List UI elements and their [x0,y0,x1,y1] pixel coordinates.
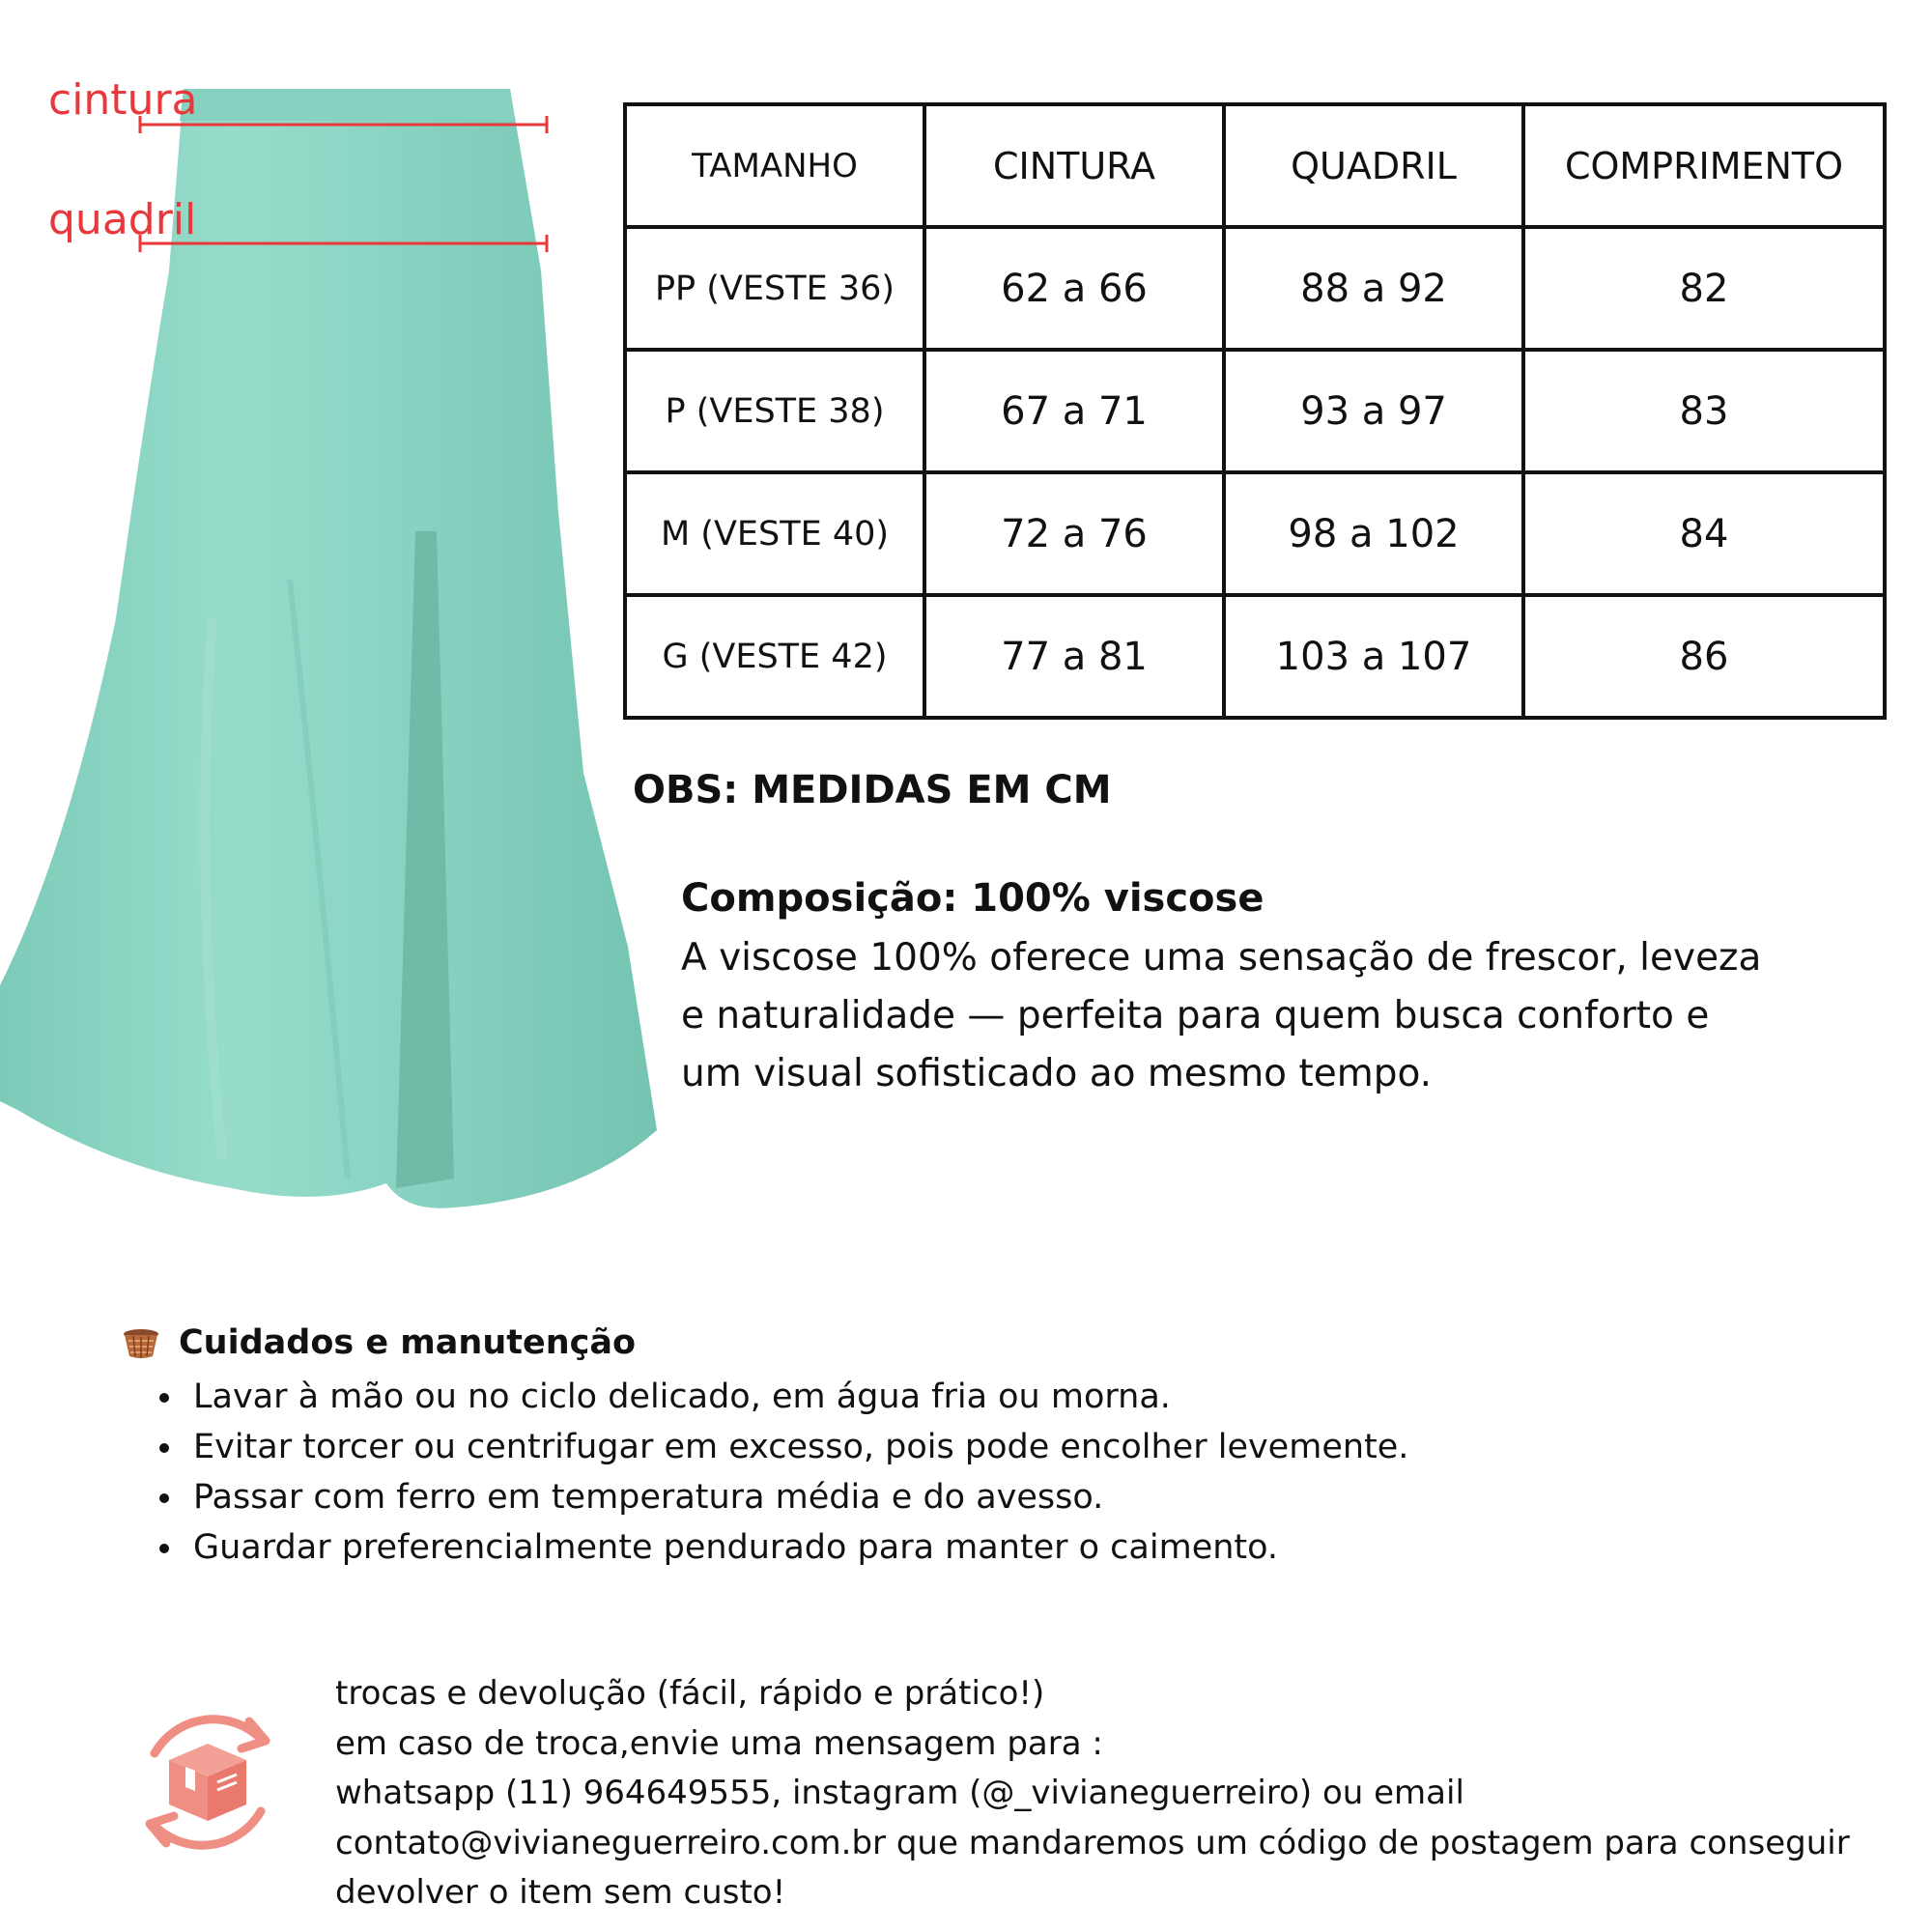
cell-hip: 103 a 107 [1224,595,1523,718]
exchange-box-icon [126,1700,290,1864]
skirt-waistband [180,89,514,121]
composition-line: e naturalidade — perfeita para quem busca conforto e [681,994,1710,1037]
cell-hip: 93 a 97 [1224,350,1523,472]
basket-icon [122,1325,160,1360]
cell-size: P (VESTE 38) [625,350,924,472]
table-row [625,227,1885,350]
header-waist: CINTURA [924,104,1224,227]
size-table [623,102,1887,720]
header-size: TAMANHO [625,104,924,227]
composition-line: A viscose 100% oferece uma sensação de frescor, leveza [681,936,1762,980]
list-item: • Lavar à mão ou no ciclo delicado, em água fria ou morna. [185,1372,1828,1422]
header-length: COMPRIMENTO [1523,104,1885,227]
returns-info [335,1669,1919,1918]
waist-label: cintura [48,75,198,125]
cell-length: 84 [1523,472,1885,595]
hip-label: quadril [48,195,197,244]
measurement-note: OBS: MEDIDAS EM CM [633,768,1112,812]
table-row [625,350,1885,472]
cell-length: 83 [1523,350,1885,472]
returns-line: em caso de troca,envie uma mensagem para : [335,1723,1103,1763]
cell-waist: 62 a 66 [924,227,1224,350]
care-list [145,1372,1828,1573]
list-item: • Guardar preferencialmente pendurado para manter o caimento. [185,1522,1828,1573]
composition-line: um visual sofisticado ao mesmo tempo. [681,1052,1433,1095]
cell-hip: 88 a 92 [1224,227,1523,350]
composition-description [681,929,1840,1103]
composition-title: Composição: 100% viscose [681,876,1264,921]
cell-waist: 67 a 71 [924,350,1224,472]
cell-size: M (VESTE 40) [625,472,924,595]
skirt-image [0,77,676,1236]
returns-line: contato@vivianeguerreiro.com.br que mandaremos um código de postagem para conseguir [335,1823,1850,1862]
care-title: Cuidados e manutenção [179,1323,637,1362]
list-item: • Passar com ferro em temperatura média e do avesso. [185,1472,1828,1522]
cell-waist: 72 a 76 [924,472,1224,595]
cell-size: PP (VESTE 36) [625,227,924,350]
list-item: • Evitar torcer ou centrifugar em excesso, pois pode encolher levemente. [185,1422,1828,1472]
cell-waist: 77 a 81 [924,595,1224,718]
skirt-body [0,89,657,1208]
table-header-row [625,104,1885,227]
cell-size: G (VESTE 42) [625,595,924,718]
returns-line: trocas e devolução (fácil, rápido e prático!) [335,1674,1045,1713]
table-row [625,472,1885,595]
cell-hip: 98 a 102 [1224,472,1523,595]
returns-line: whatsapp (11) 964649555, instagram (@_vivianeguerreiro) ou email [335,1774,1464,1812]
returns-line: devolver o item sem custo! [335,1873,786,1912]
table-row [625,595,1885,718]
cell-length: 86 [1523,595,1885,718]
cell-length: 82 [1523,227,1885,350]
header-hip: QUADRIL [1224,104,1523,227]
